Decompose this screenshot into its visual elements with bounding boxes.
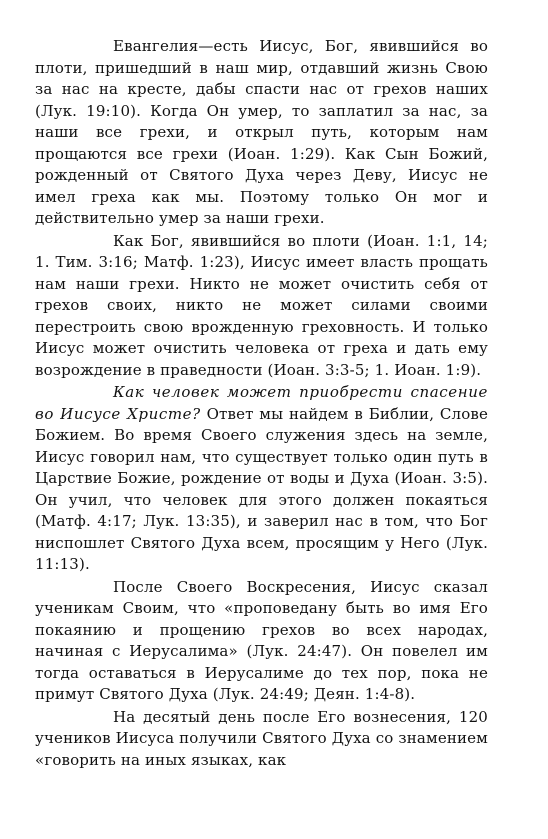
paragraph-4-text: После Своего Воскресения, Иисус сказал ученикам Своим, что «проповедану быть во имя Его покаянию и прощению грехов во всех народах, начиная с Иерусалима» (Лук. 24:47). Он повелел им тогда оставаться в Иерусалиме до тех пор, пока не примут Святого Духа (Лук. 24:49; Деян. 1:4-8).	[35, 577, 488, 703]
paragraph-3-lead: Как человек может приобрести спасение во Иисусе Христе?	[35, 383, 488, 423]
paragraph-1	[35, 36, 488, 230]
paragraph-1-text: Евангелия—есть Иисус, Бог, явившийся во плоти, пришедший в наш мир, отдавший жизнь Свою за нас на кресте, дабы спасти нас от грехов наших (Лук. 19:10). Когда Он умер, то заплатил за нас, за наши все грехи, и открыл путь, которым нам прощаются все грехи (Иоан. 1:29). Как Сын Божий, рожденный от Святого Духа через Деву, Иисус не имел греха как мы. Поэтому только Он мог и действительно умер за наши грехи.	[35, 37, 488, 227]
paragraph-2-text: Как Бог, явившийся во плоти (Иоан. 1:1, 14; 1. Тим. 3:16; Матф. 1:23), Иисус имеет власть прощать нам наши грехи. Никто не может очистить себя от грехов своих, никто не может силами своими перестроить свою врожденную греховность. И только Иисус может очистить человека от греха и дать ему возрождение в праведности (Иоан. 3:3-5; 1. Иоан. 1:9).	[35, 231, 488, 379]
paragraph-3	[35, 382, 488, 576]
paragraph-4	[35, 577, 488, 706]
paragraph-2	[35, 231, 488, 382]
paragraph-5	[35, 707, 488, 772]
paragraph-5-text: На десятый день после Его вознесения, 120 учеников Иисуса получили Святого Духа со знамением «говорить на иных языках, как	[35, 707, 488, 769]
paragraph-3-text: Ответ мы найдем в Библии, Слове Божием. Во время Своего служения здесь на земле, Иисус говорил нам, что существует только один путь в Царствие Божие, рождение от воды и Духа (Иоан. 3:5). Он учил, что человек для этого должен покаяться (Матф. 4:17; Лук. 13:35), и заверил нас в том, что Бог ниспошлет Святого Духа всем, просящим у Него (Лук. 11:13).	[35, 404, 488, 573]
